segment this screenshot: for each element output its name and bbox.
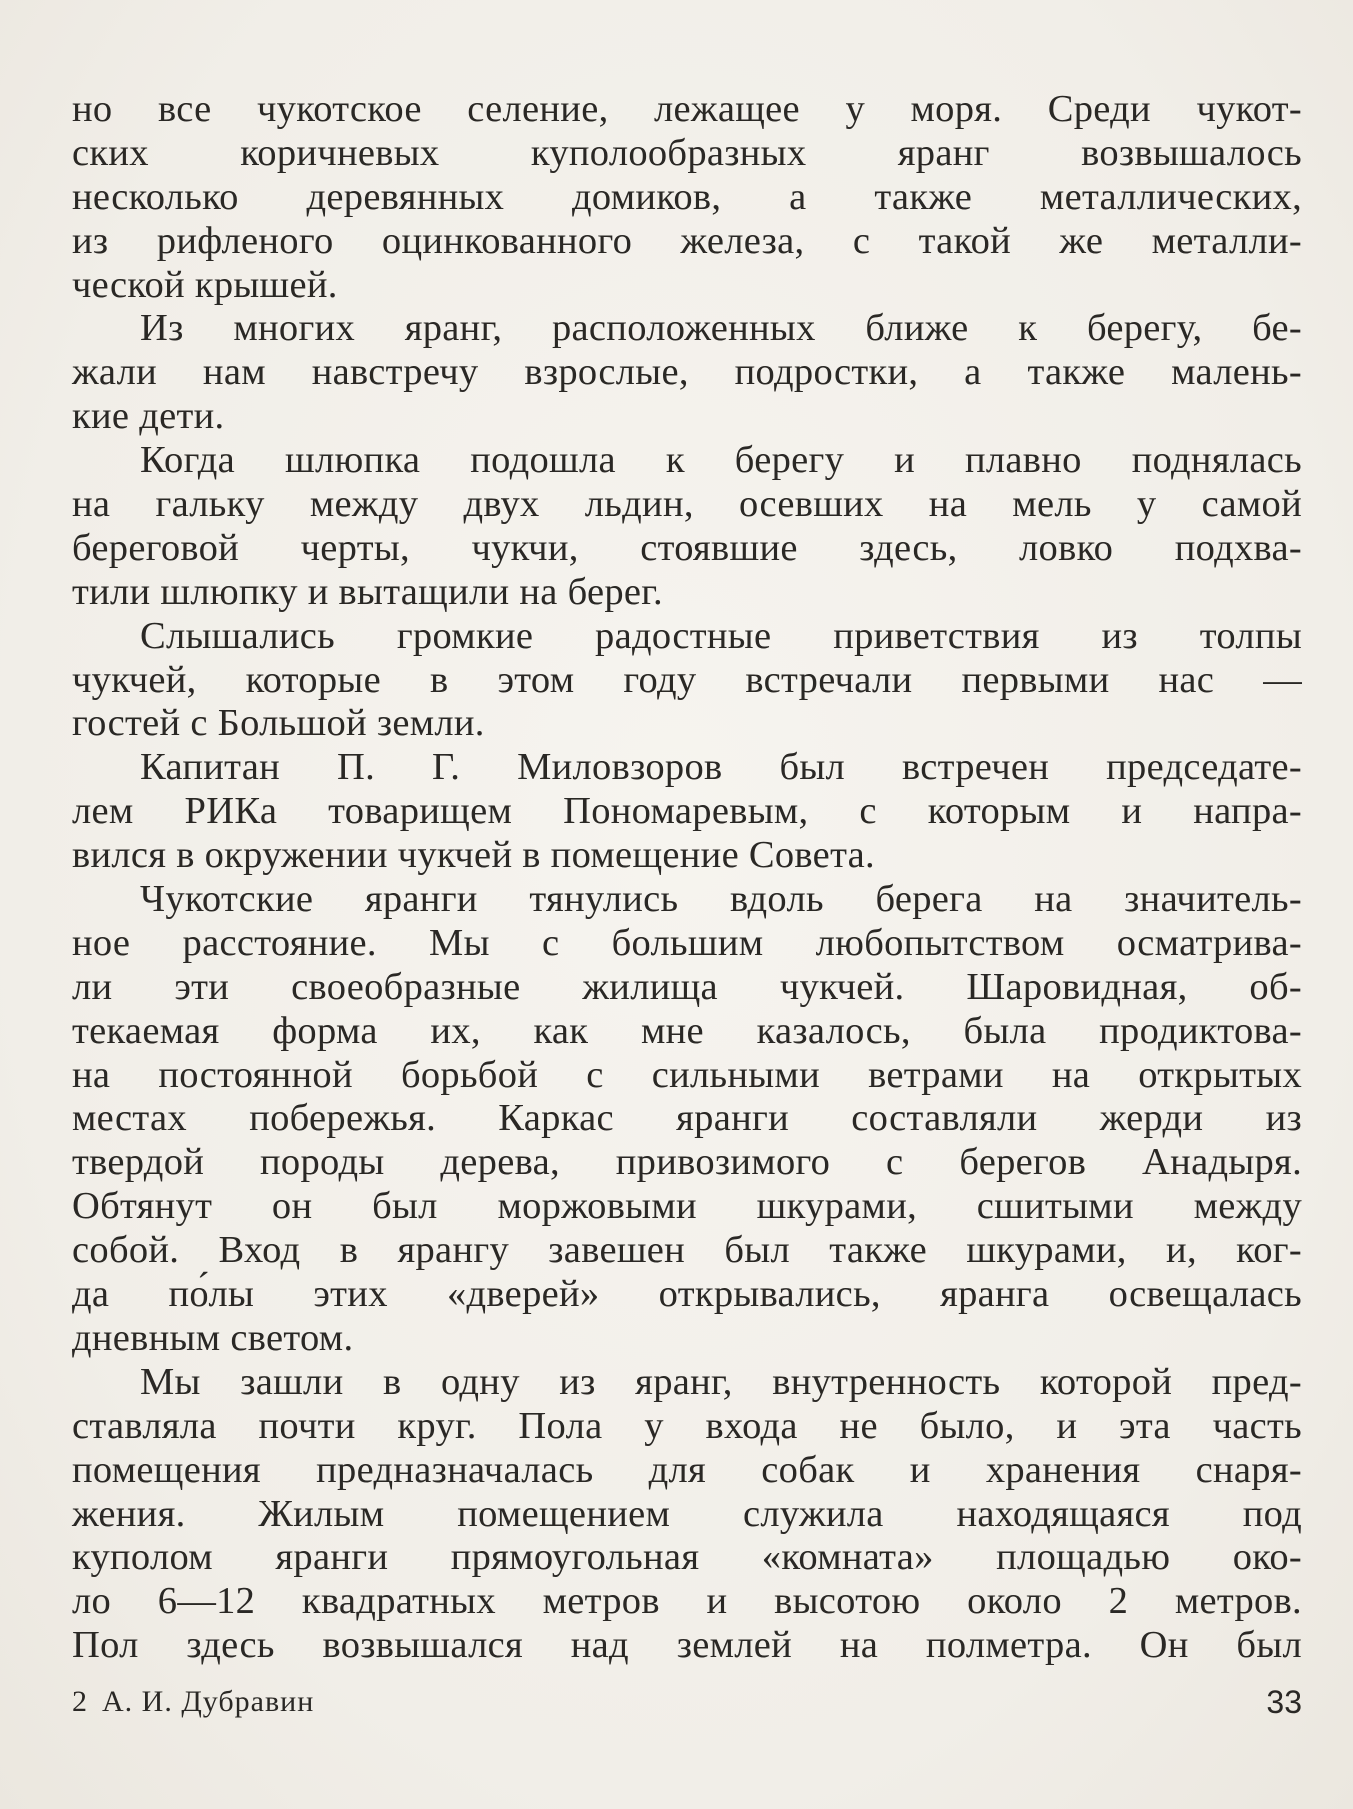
text-line: на гальку между двух льдин, осевших на мель у самой: [72, 483, 1302, 526]
text-line: жали нам навстречу взрослые, подростки, а также малень-: [72, 351, 1302, 394]
text-line: Когда шлюпка подошла к берегу и плавно поднялась: [140, 439, 1302, 482]
signature-author: А. И. Дубравин: [102, 1685, 315, 1718]
text-line: кие дети.: [72, 395, 225, 438]
printer-signature: [72, 1678, 314, 1726]
text-line: Слышались громкие радостные приветствия из толпы: [140, 614, 1302, 657]
text-line: ческой крышей.: [72, 263, 338, 306]
text-line: тили шлюпку и вытащили на берег.: [72, 570, 663, 613]
text-line: ло 6—12 квадратных метров и высотою около 2 метров.: [72, 1580, 1302, 1623]
text-line: Из многих яранг, расположенных ближе к берегу, бе-: [140, 307, 1302, 350]
text-line: да по́лы этих «дверей» открывались, яранга освещалась: [72, 1273, 1302, 1316]
page-number: 33: [1266, 1684, 1302, 1720]
signature-number: 2: [72, 1685, 88, 1718]
text-line: Капитан П. Г. Миловзоров был встречен председате-: [140, 746, 1302, 789]
text-line: дневным светом.: [72, 1316, 354, 1359]
text-line: но все чукотское селение, лежащее у моря. Среди чукот-: [72, 88, 1302, 130]
text-line: ное расстояние. Мы с большим любопытством осматрива-: [72, 921, 1302, 964]
text-line: жения. Жилым помещением служила находящаяся под: [72, 1492, 1302, 1535]
text-line: на постоянной борьбой с сильными ветрами на открытых: [72, 1053, 1302, 1096]
text-line: Обтянут он был моржовыми шкурами, сшитыми между: [72, 1185, 1302, 1228]
text-line: вился в окружении чукчей в помещение Совета.: [72, 834, 875, 877]
text-line: Пол здесь возвышался над землей на полметра. Он был: [72, 1624, 1302, 1667]
text-line: из рифленого оцинкованного железа, с такой же металли-: [72, 219, 1302, 262]
text-line: Чукотские яранги тянулись вдоль берега на значитель-: [140, 878, 1302, 921]
text-line: текаемая форма их, как мне казалось, была продиктова-: [72, 1009, 1302, 1052]
body-text: [72, 88, 1302, 1668]
text-line: гостей с Большой земли.: [72, 702, 485, 745]
text-line: ставляла почти круг. Пола у входа не было, и эта часть: [72, 1404, 1302, 1447]
text-line: несколько деревянных домиков, а также металлических,: [72, 175, 1302, 218]
text-line: береговой черты, чукчи, стоявшие здесь, ловко подхва-: [72, 526, 1302, 569]
text-line: чукчей, которые в этом году встречали первыми нас —: [72, 658, 1302, 701]
page-footer: [72, 1678, 1302, 1726]
text-line: ских коричневых куполообразных яранг возвышалось: [72, 131, 1302, 174]
text-line: собой. Вход в ярангу завешен был также шкурами, и, ког-: [72, 1229, 1302, 1272]
text-line: ли эти своеобразные жилища чукчей. Шаровидная, об-: [72, 965, 1302, 1008]
text-line: помещения предназначалась для собак и хранения снаря-: [72, 1448, 1302, 1491]
text-line: местах побережья. Каркас яранги составляли жерди из: [72, 1097, 1302, 1140]
text-line: лем РИКа товарищем Пономаревым, с которым и напра-: [72, 790, 1302, 833]
text-line: твердой породы дерева, привозимого с берегов Анадыря.: [72, 1141, 1302, 1184]
text-line: Мы зашли в одну из яранг, внутренность которой пред-: [140, 1360, 1302, 1403]
text-line: куполом яранги прямоугольная «комната» площадью око-: [72, 1536, 1302, 1579]
